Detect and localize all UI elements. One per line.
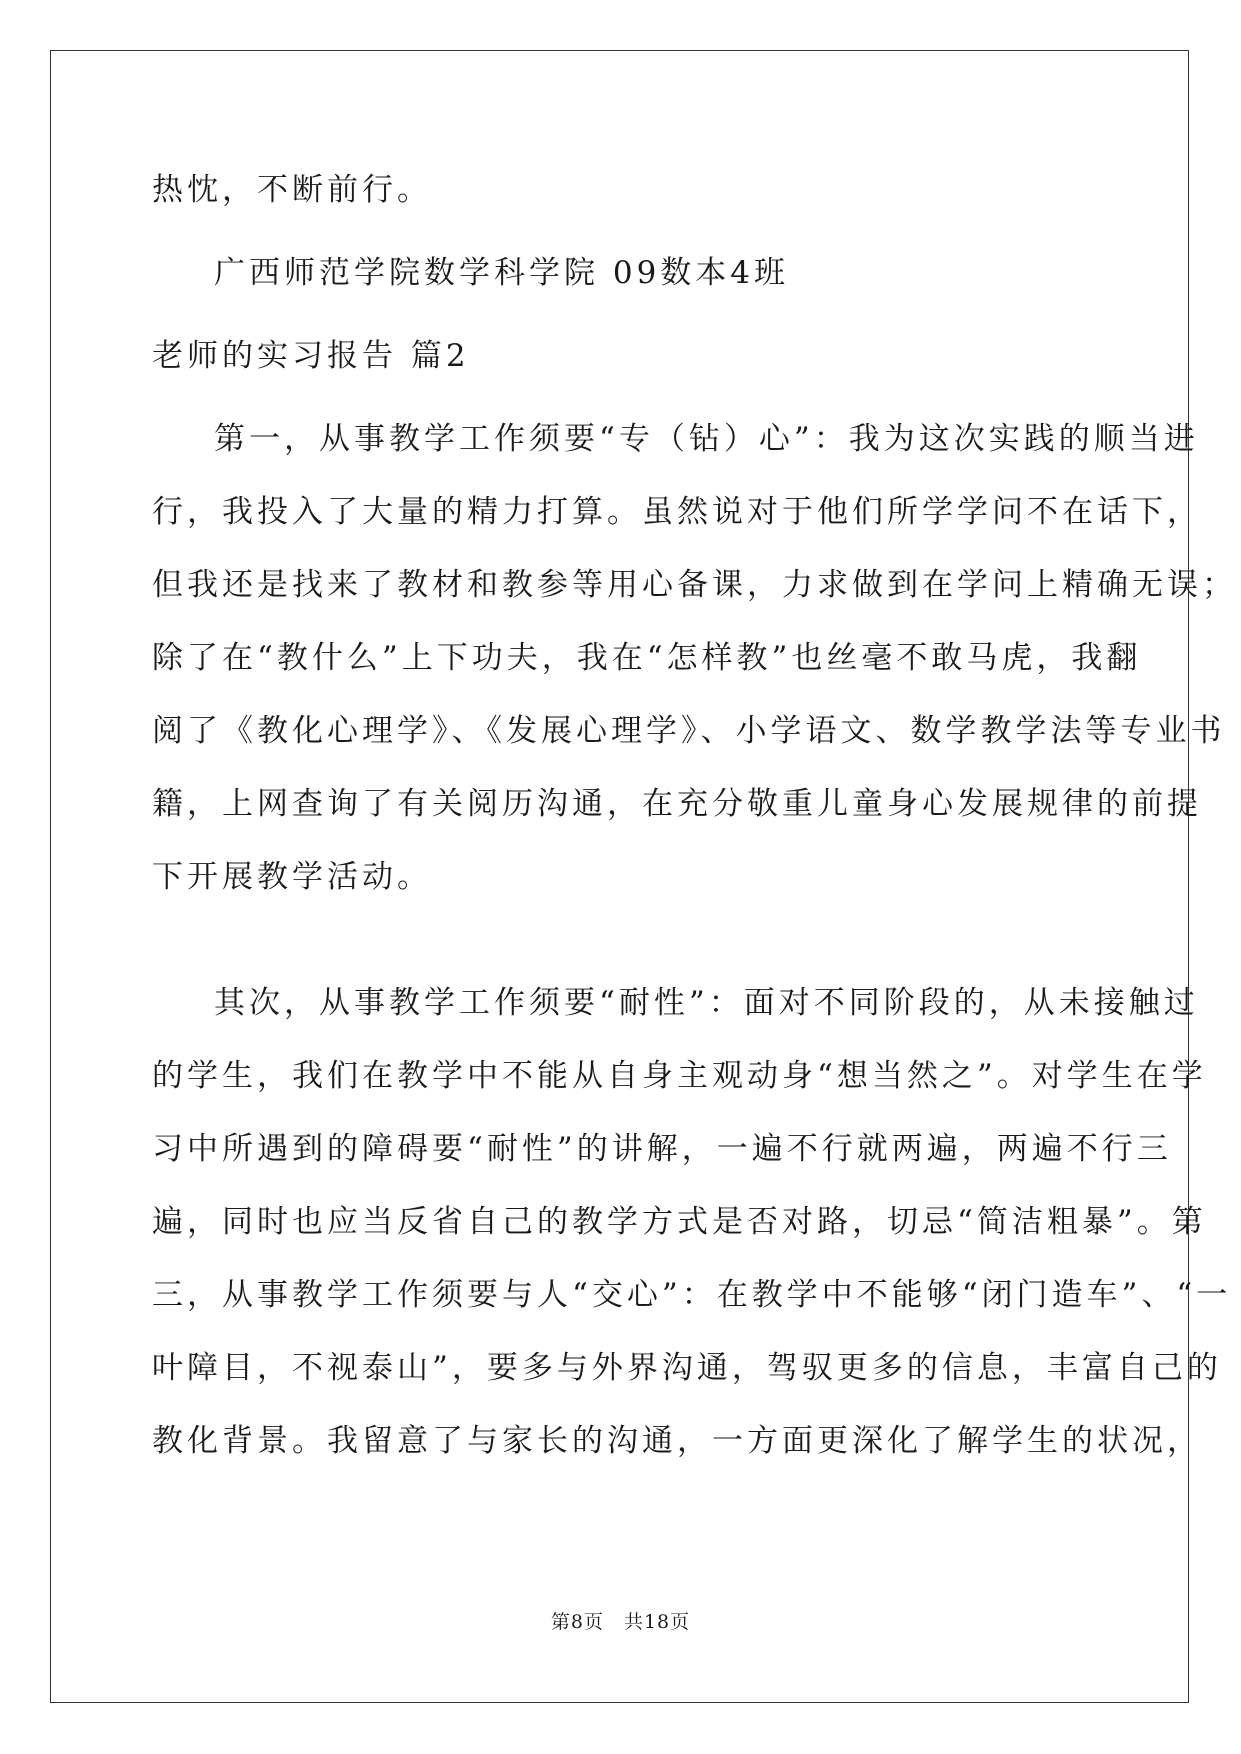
paragraph-line: 但我还是找来了教材和教参等用心备课，力求做到在学问上精确无误； [152,567,1237,603]
paragraph-line: 下开展教学活动。 [152,859,432,895]
page-number: 第8页 共18页 [550,1611,691,1633]
paragraph-line: 除了在“教什么”上下功夫，我在“怎样教”也丝毫不敢马虎，我翻 [152,640,1142,676]
paragraph-line: 遍，同时也应当反省自己的教学方式是否对路，切忌“简洁粗暴”。第 [152,1204,1207,1240]
text-line: 热忱，不断前行。 [152,172,432,208]
paragraph-line: 的学生，我们在教学中不能从自身主观动身“想当然之”。对学生在学 [152,1058,1207,1094]
paragraph-line: 叶障目，不视泰山”，要多与外界沟通，驾驭更多的信息，丰富自己的 [152,1350,1222,1386]
paragraph-line: 行，我投入了大量的精力打算。虽然说对于他们所学学问不在话下， [152,494,1202,530]
paragraph-line: 三，从事教学工作须要与人“交心”：在教学中不能够“闭门造车”、“一 [152,1277,1232,1313]
class-info-line: 广西师范学院数学科学院 09数本4班 [214,255,790,291]
paragraph-line: 阅了《教化心理学》、《发展心理学》、小学语文、数学教学法等专业书 [152,713,1226,749]
paragraph-line: 教化背景。我留意了与家长的沟通，一方面更深化了解学生的状况， [152,1423,1202,1459]
section-heading: 老师的实习报告 篇2 [152,338,470,374]
paragraph-line: 籍，上网查询了有关阅历沟通，在充分敬重儿童身心发展规律的前提 [152,786,1202,822]
paragraph-line: 习中所遇到的障碍要“耐性”的讲解，一遍不行就两遍，两遍不行三 [152,1131,1172,1167]
paragraph-line: 第一，从事教学工作须要“专（钻）心”：我为这次实践的顺当进 [214,421,1199,457]
paragraph-line: 其次，从事教学工作须要“耐性”：面对不同阶段的，从未接触过 [214,985,1199,1021]
